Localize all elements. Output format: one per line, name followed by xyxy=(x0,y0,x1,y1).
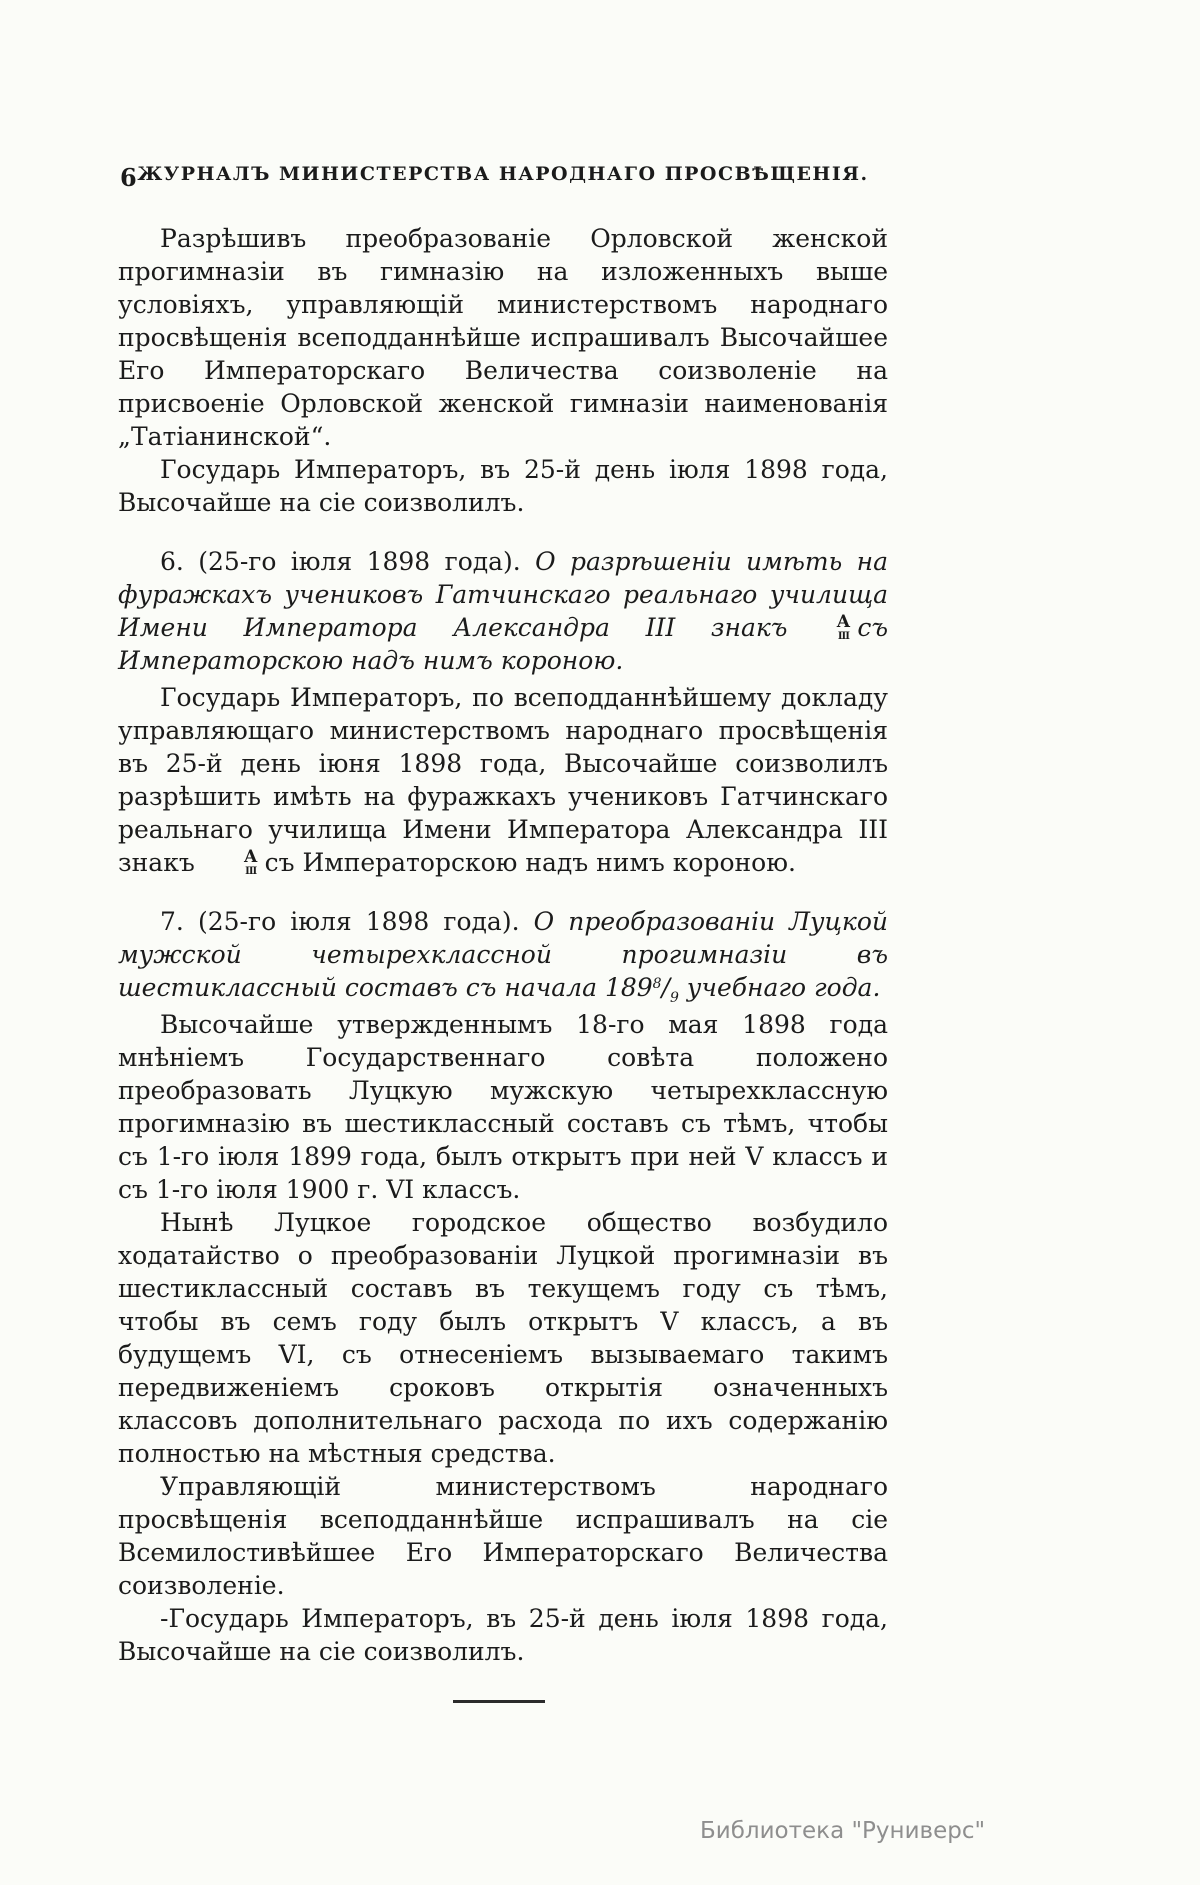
section-7-title: О преобразованіи Луцкой мужской четырехклассной прогимназіи въ шестиклассный составъ съ начала 189 xyxy=(118,907,889,1002)
section-6-body-end: съ Императорскою надъ нимъ короною. xyxy=(264,848,796,877)
page-number: 6 xyxy=(120,163,137,192)
section-7-title-end: учебнаго года. xyxy=(686,973,881,1002)
section-6-title-end: съ Императорскою надъ нимъ короною. xyxy=(118,613,888,675)
academic-year-slash: / xyxy=(661,973,671,1002)
paragraph-section-7-2: Нынѣ Луцкое городское общество возбудило ходатайство о преобразованіи Луцкой прогимназіи въ шестиклассный составъ въ текущемъ году съ тѣмъ, чтобы въ семъ году былъ открытъ V классъ, а въ будущемъ VI, съ отнесеніемъ вызываемаго такимъ передвиженіемъ сроковъ открытія означенныхъ классовъ дополнительнаго расхода по ихъ содержанію полностью на мѣстныя средства. xyxy=(118,1208,888,1468)
paragraph-intro-2: Государь Императоръ, въ 25-й день іюля 1898 года, Высочайше на сіе соизволилъ. xyxy=(118,455,888,517)
section-6-date: (25-го іюля 1898 года). xyxy=(198,547,521,576)
academic-year-sub: 9 xyxy=(670,990,679,1006)
section-6-number: 6. xyxy=(160,547,184,576)
running-title: ЖУРНАЛЪ МИНИСТЕРСТВА НАРОДНАГО ПРОСВѢЩЕНІЯ. xyxy=(137,163,869,185)
section-7-date: (25-го іюля 1898 года). xyxy=(197,907,520,936)
library-watermark: Библиотека "Руниверс" xyxy=(700,1818,986,1844)
paragraph-section-6-body xyxy=(118,681,888,879)
paragraph-intro-1: Разрѣшивъ преобразованіе Орловской женской прогимназіи въ гимназію на изложенныхъ выше условіяхъ, управляющій министерствомъ народнаго просвѣщенія всеподданнѣйше испрашивалъ Высочайшее Его Императорскаго Величества соизволеніе на присвоеніе Орловской женской гимназіи наименованія „Татіанинской“. xyxy=(118,224,888,451)
section-6-body: Государь Императоръ, по всеподданнѣйшему докладу управляющаго министерствомъ народнаго просвѣщенія въ 25-й день іюня 1898 года, Высочайше соизволилъ разрѣшить имѣть на фуражкахъ учениковъ Гатчинскаго реальнаго училища Имени Императора Александра III знакъ xyxy=(118,683,888,877)
paragraph-section-7-1: Высочайше утвержденнымъ 18-го мая 1898 года мнѣніемъ Государственнаго совѣта положено преобразовать Луцкую мужскую четырехклассную прогимназію въ шестиклассный составъ съ тѣмъ, чтобы съ 1-го іюля 1899 года, былъ открытъ при ней V классъ и съ 1-го іюля 1900 г. VI классъ. xyxy=(118,1010,888,1204)
academic-year-sup: 8 xyxy=(652,976,662,992)
section-heading-6 xyxy=(118,545,888,677)
page-header xyxy=(118,163,888,192)
section-7-number: 7. xyxy=(160,907,184,936)
alexander-iii-monogram-icon: А III xyxy=(836,611,851,642)
end-of-article-rule xyxy=(453,1700,545,1703)
page-content xyxy=(118,222,888,1703)
alexander-iii-monogram-icon: А III xyxy=(243,846,258,877)
paragraph-section-7-4: -Государь Императоръ, въ 25-й день іюля 1898 года, Высочайше на сіе соизволилъ. xyxy=(118,1604,888,1666)
section-6-title: О разрѣшеніи имѣть на фуражкахъ учениковъ Гатчинскаго реальнаго училища Имени Императора Александра III знакъ xyxy=(118,547,889,642)
paragraph-section-7-3: Управляющій министерствомъ народнаго просвѣщенія всеподданнѣйше испрашивалъ на сіе Всемилостивѣйшее Его Императорскаго Величества соизволеніе. xyxy=(118,1472,888,1600)
section-heading-7 xyxy=(118,905,888,1004)
